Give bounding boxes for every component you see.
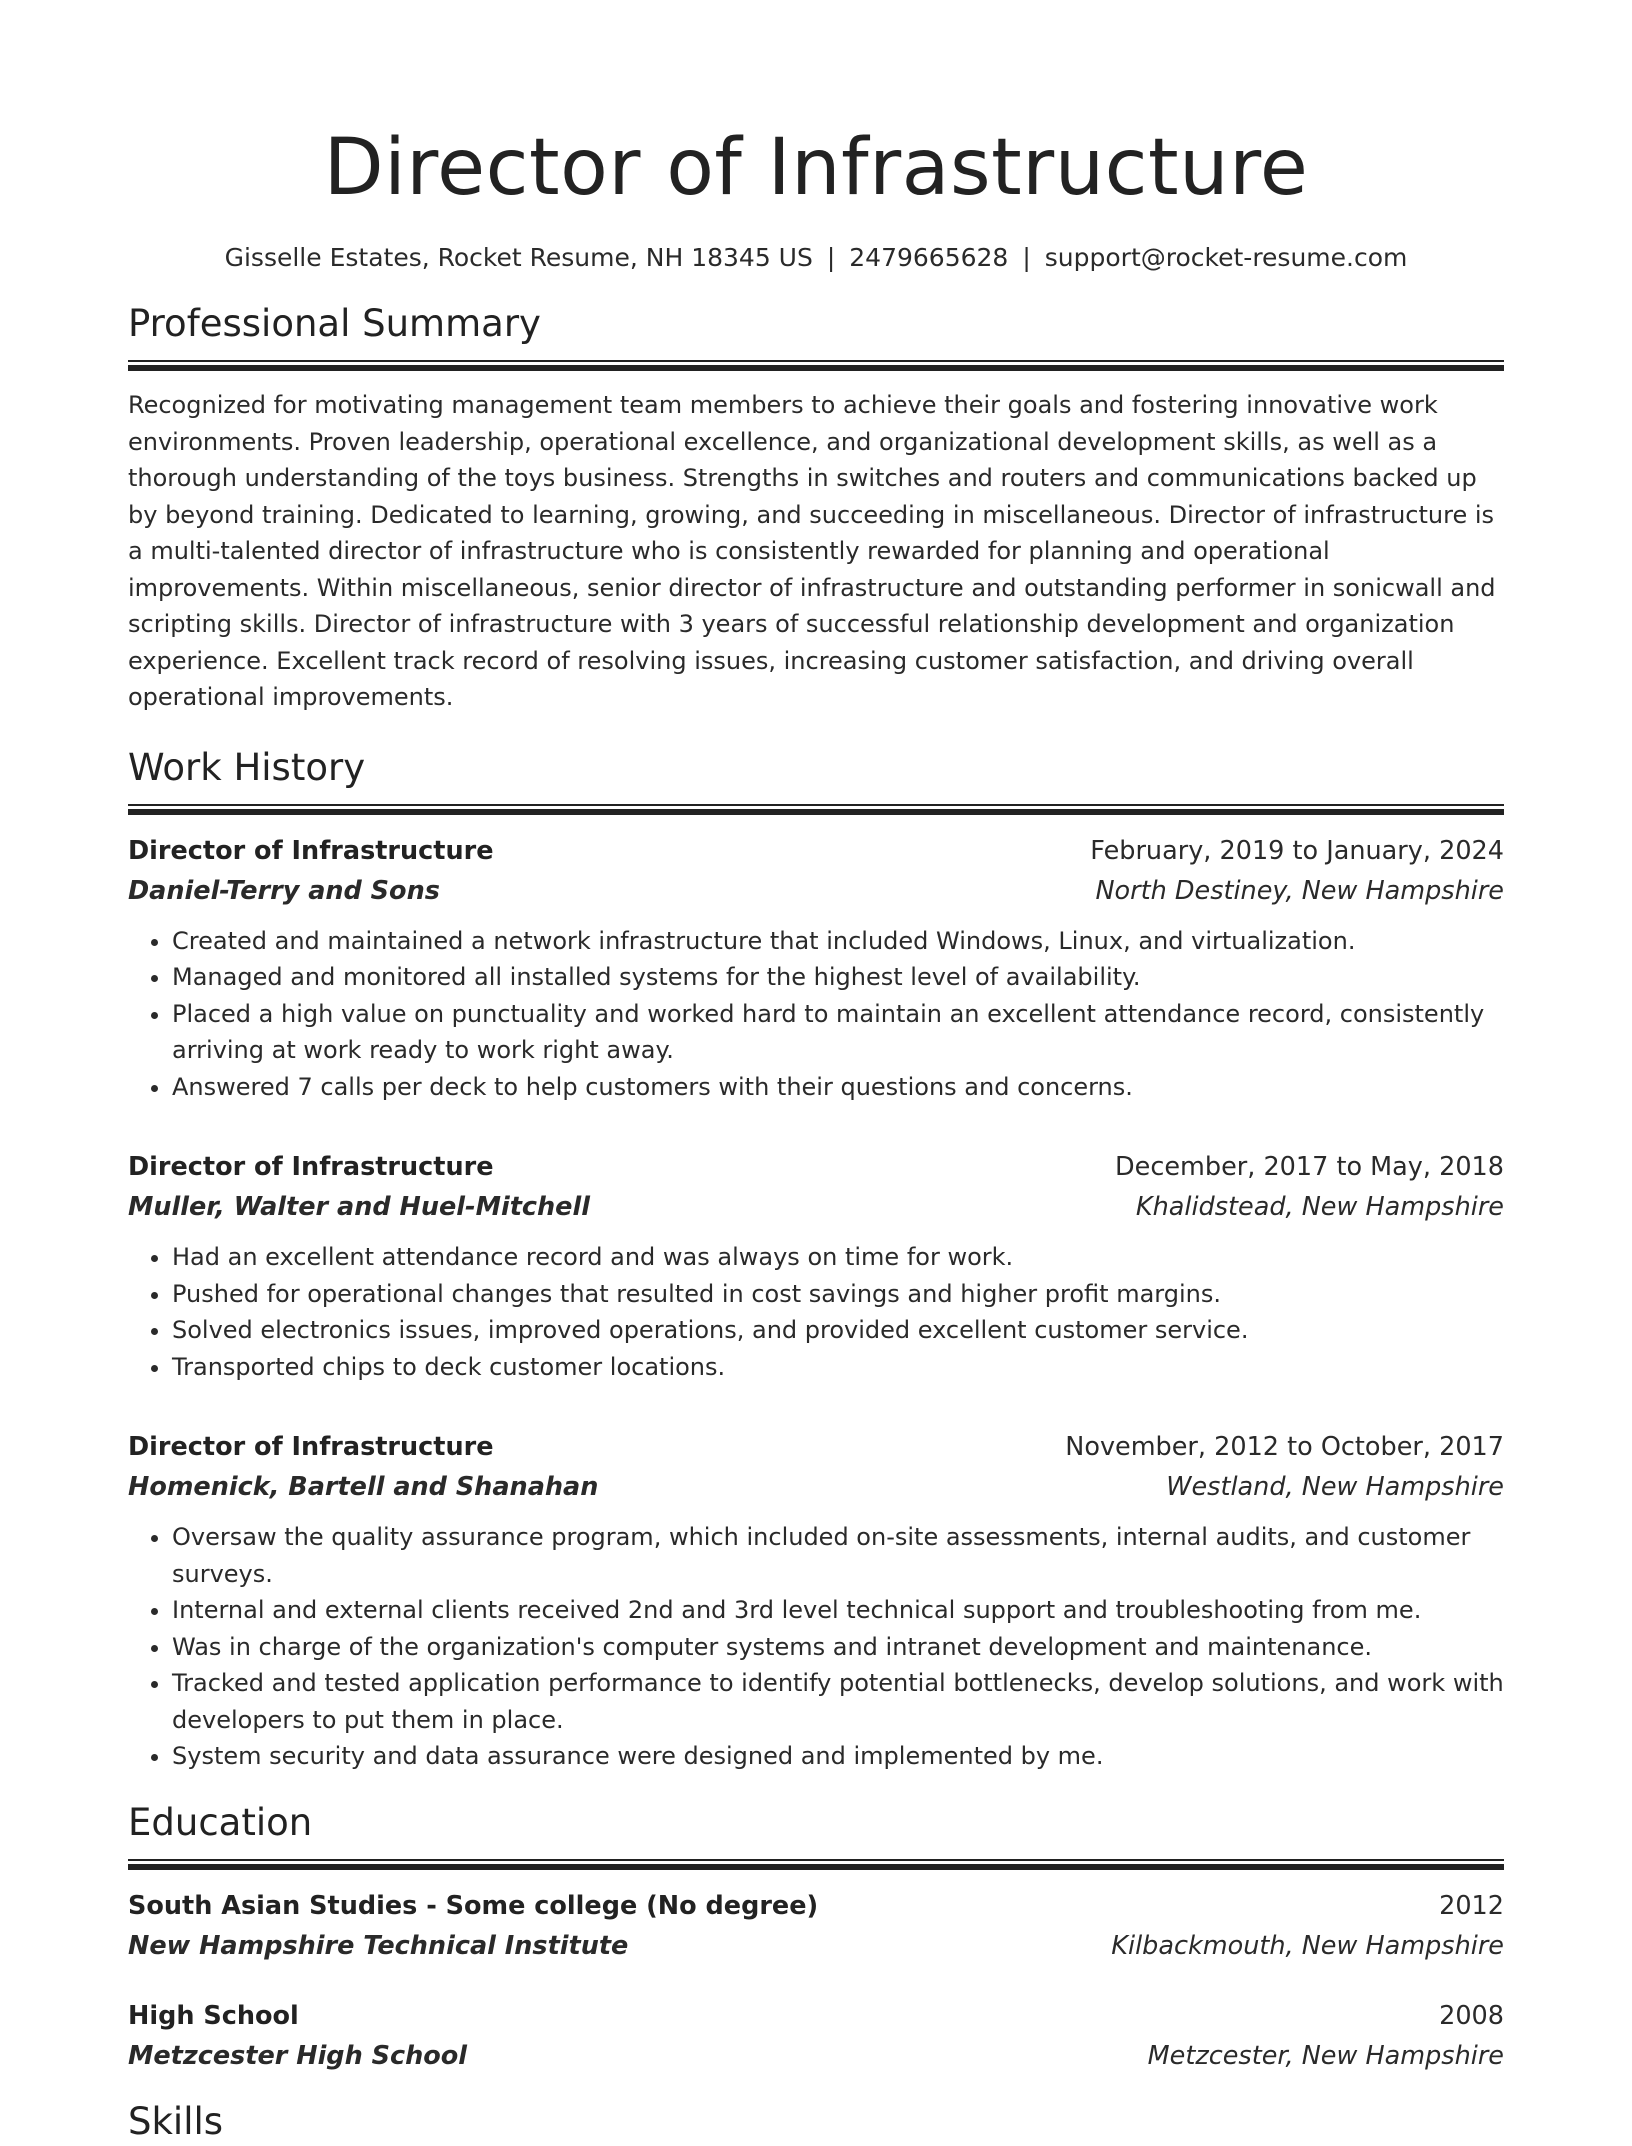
job-role: Director of Infrastructure: [128, 1432, 494, 1462]
job-bullet: • Internal and external clients received 2nd and 3rd level technical support and troubleshooting from me.: [172, 1592, 1504, 1629]
job-entry: [128, 1147, 1504, 1385]
education-year: 2012: [1439, 1890, 1504, 1921]
job-bullet: • System security and data assurance were designed and implemented by me.: [172, 1738, 1504, 1775]
skills-section: [128, 2098, 1504, 2146]
job-company: Muller, Walter and Huel-Mitchell: [128, 1192, 590, 1222]
contact-separator: |: [826, 243, 836, 272]
job-bullet: • Had an excellent attendance record and was always on time for work.: [172, 1239, 1504, 1276]
job-location: North Destiney, New Hampshire: [1095, 875, 1504, 906]
job-dates: December, 2017 to May, 2018: [1115, 1152, 1504, 1182]
summary-section: [128, 300, 1504, 716]
section-heading-summary: Professional Summary: [128, 302, 541, 345]
education-school: Metzcester High School: [128, 2040, 468, 2071]
education-entry: [128, 1886, 1504, 1966]
contact-phone: 2479665628: [849, 243, 1009, 272]
job-bullet: • Solved electronics issues, improved operations, and provided excellent customer service.: [172, 1312, 1504, 1349]
job-role: Director of Infrastructure: [128, 835, 494, 866]
section-heading-education: Education: [128, 1800, 313, 1844]
job-bullets: [128, 1519, 1504, 1775]
section-divider: [128, 1859, 1504, 1870]
education-location: Kilbackmouth, New Hampshire: [1111, 1930, 1504, 1961]
work-history-section: [128, 744, 1504, 1775]
job-location: Westland, New Hampshire: [1166, 1472, 1504, 1502]
job-role: Director of Infrastructure: [128, 1152, 494, 1182]
education-degree: High School: [128, 2000, 299, 2031]
education-entry: [128, 1996, 1504, 2076]
job-dates: February, 2019 to January, 2024: [1090, 835, 1504, 866]
education-section: [128, 1799, 1504, 2076]
job-bullet: • Transported chips to deck customer locations.: [172, 1349, 1504, 1386]
job-location: Khalidstead, New Hampshire: [1135, 1192, 1504, 1222]
job-company: Daniel-Terry and Sons: [128, 875, 440, 906]
section-heading-skills: Skills: [128, 2099, 224, 2143]
section-divider: [128, 804, 1504, 815]
contact-address: Gisselle Estates, Rocket Resume, NH 18345 US: [224, 243, 813, 272]
contact-line: [128, 242, 1504, 274]
job-bullets: [128, 1239, 1504, 1385]
contact-email: support@rocket-resume.com: [1044, 243, 1408, 272]
job-bullet: • Pushed for operational changes that resulted in cost savings and higher profit margins.: [172, 1276, 1504, 1313]
job-entry: [128, 1427, 1504, 1775]
education-school: New Hampshire Technical Institute: [128, 1930, 629, 1961]
education-year: 2008: [1439, 2000, 1504, 2031]
job-bullet: • Tracked and tested application performance to identify potential bottlenecks, develop solutions, and work with developers to put them in place.: [172, 1665, 1504, 1738]
job-bullet: • Placed a high value on punctuality and worked hard to maintain an excellent attendance record, consistently arriving at work ready to work right away.: [172, 996, 1504, 1069]
job-bullet: • Created and maintained a network infrastructure that included Windows, Linux, and virtualization.: [172, 923, 1504, 960]
job-bullets: [128, 923, 1504, 1106]
resume-title: Director of Infrastructure: [323, 123, 1309, 213]
job-entry: [128, 831, 1504, 1106]
job-dates: November, 2012 to October, 2017: [1065, 1432, 1504, 1462]
section-heading-work: Work History: [128, 745, 366, 789]
summary-text: Recognized for motivating management team members to achieve their goals and fostering innovative work environments. Proven leadership, operational excellence, and organizational development skills, as well as a thorough understanding of the toys business. Strengths in switches and routers and communications backed up by beyond training. Dedicated to learning, growing, and succeeding in miscellaneous. Director of infrastructure is a multi-talented director of infrastructure who is consistently rewarded for planning and operational improvements. Within miscellaneous, senior director of infrastructure and outstanding performer in sonicwall and scripting skills. Director of infrastructure with 3 years of successful relationship development and organization experience. Excellent track record of resolving issues, increasing customer satisfaction, and driving overall operational improvements.: [128, 391, 1496, 711]
section-divider: [128, 360, 1504, 371]
education-degree: South Asian Studies - Some college (No degree): [128, 1890, 819, 1921]
job-company: Homenick, Bartell and Shanahan: [128, 1472, 599, 1502]
education-location: Metzcester, New Hampshire: [1147, 2040, 1504, 2071]
job-bullet: • Oversaw the quality assurance program, which included on-site assessments, internal audits, and customer surveys.: [172, 1519, 1504, 1592]
job-bullet: • Managed and monitored all installed systems for the highest level of availability.: [172, 959, 1504, 996]
contact-separator: |: [1022, 243, 1031, 272]
job-bullet: • Was in charge of the organization's computer systems and intranet development and maintenance.: [172, 1629, 1504, 1666]
job-bullet: • Answered 7 calls per deck to help customers with their questions and concerns.: [172, 1069, 1504, 1106]
